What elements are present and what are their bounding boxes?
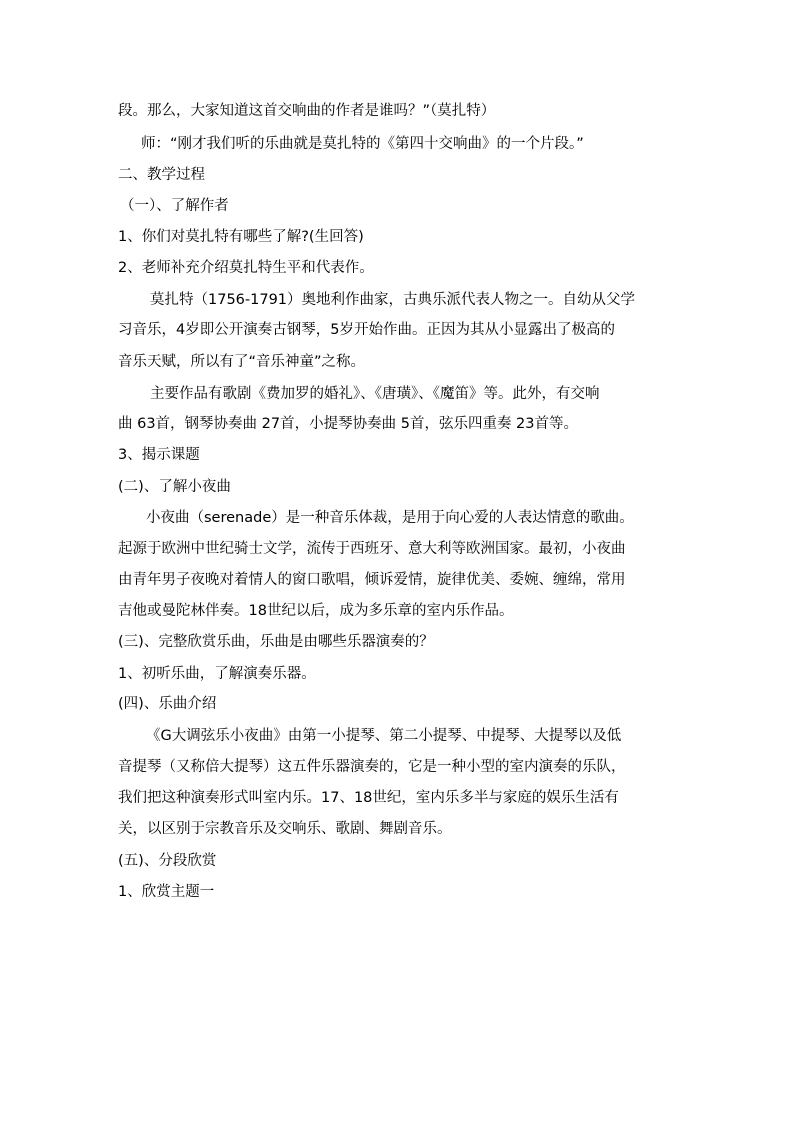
paragraph-line: 段。那么，大家知道这首交响曲的作者是谁吗？”（莫扎特） [118,103,496,119]
paragraph-line: 小夜曲（serenade）是一种音乐体裁，是用于向心爱的人表达情意的歌曲。 [146,510,634,526]
paragraph-line: 起源于欧洲中世纪骑士文学，流传于西班牙、意大利等欧洲国家。最初，小夜曲 [118,541,626,557]
paragraph-line: 由青年男子夜晚对着情人的窗口歌唱，倾诉爱情，旋律优美、委婉、缠绵，常用 [118,572,626,588]
list-item: 1、欣赏主题一 [118,884,215,900]
paragraph-line: 《G大调弦乐小夜曲》由第一小提琴、第二小提琴、中提琴、大提琴以及低 [146,728,622,744]
paragraph-line: 我们把这种演奏形式叫室内乐。17、18世纪，室内乐多半与家庭的娱乐生活有 [118,790,619,806]
subsection-heading: (五)、分段欣赏 [118,853,217,869]
paragraph-line: 习音乐，4岁即公开演奏古钢琴，5岁开始作曲。正因为其从小显露出了极高的 [118,322,615,338]
subsection-heading: （一）、了解作者 [120,198,229,214]
paragraph-line: 关，以区别于宗教音乐及交响乐、歌剧、舞剧音乐。 [118,821,452,837]
subsection-heading: (四)、乐曲介绍 [118,696,217,712]
subsection-heading: (二)、了解小夜曲 [118,479,231,495]
paragraph-line: 音乐天赋，所以有了“音乐神童”之称。 [118,354,366,370]
list-item: 2、老师补充介绍莫扎特生平和代表作。 [118,260,374,276]
paragraph-line: 莫扎特（1756-1791）奥地利作曲家，古典乐派代表人物之一。自幼从父学 [150,292,636,308]
list-item: 1、你们对莫扎特有哪些了解?(生回答) [118,229,364,245]
paragraph-line: 音提琴（又称倍大提琴）这五件乐器演奏的，它是一种小型的室内演奏的乐队， [118,759,626,775]
list-item: 3、揭示课题 [118,447,200,463]
paragraph-line: 曲 63首，钢琴协奏曲 27首，小提琴协奏曲 5首，弦乐四重奏 23首等。 [118,416,579,432]
paragraph-line: 师：“刚才我们听的乐曲就是莫扎特的《第四十交响曲》的一个片段。” [141,136,584,152]
paragraph-line: 主要作品有歌剧《费加罗的婚礼》、《唐璜》、《魔笛》等。此外，有交响 [150,386,600,402]
list-item: 1、初听乐曲，了解演奏乐器。 [118,666,316,682]
subsection-heading: (三)、完整欣赏乐曲，乐曲是由哪些乐器演奏的？ [118,634,434,650]
section-heading: 二、教学过程 [118,167,205,183]
paragraph-line: 吉他或曼陀林伴奏。18世纪以后，成为多乐章的室内乐作品。 [118,603,514,619]
